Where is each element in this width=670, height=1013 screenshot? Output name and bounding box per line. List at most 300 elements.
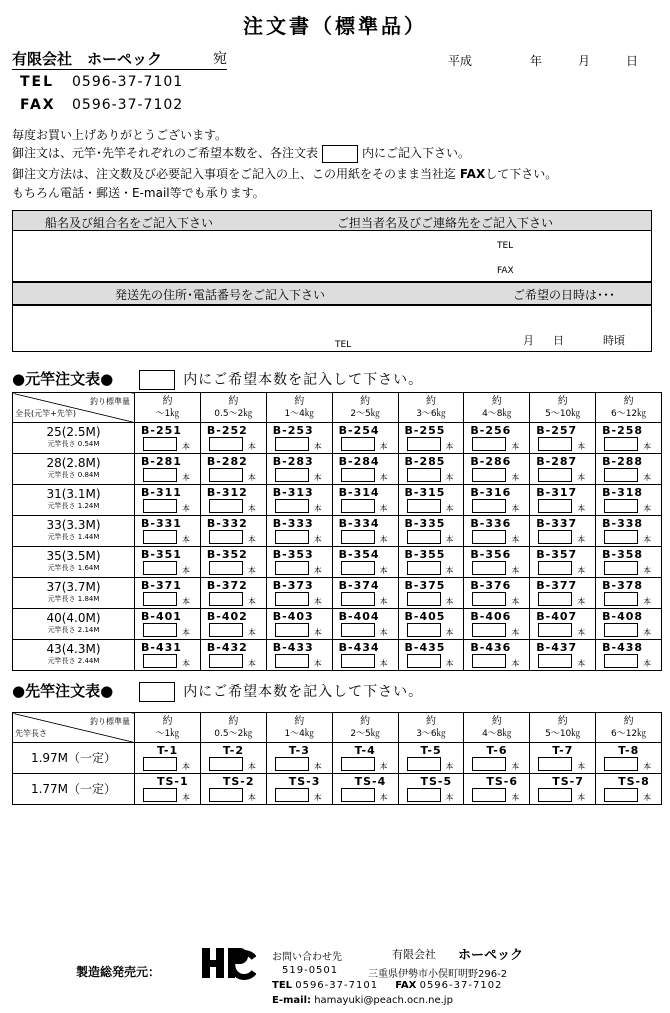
recipient xyxy=(12,48,227,70)
weight-yaku: 約 xyxy=(360,395,371,407)
recipient-company: 有限会社 ホーペック xyxy=(12,50,163,68)
quantity-input[interactable] xyxy=(143,437,177,451)
weight-header xyxy=(200,393,266,423)
unit-label: 本 xyxy=(379,473,388,482)
order-cell xyxy=(464,609,530,640)
footer-email-row xyxy=(272,995,453,1006)
order-cell-inner xyxy=(464,578,529,608)
rod-length-label: 25(2.5M) xyxy=(46,425,101,439)
order-cell-inner xyxy=(464,743,529,773)
product-code: T-1 xyxy=(157,744,179,757)
product-code: TS-1 xyxy=(157,775,189,788)
quantity-input[interactable] xyxy=(209,499,243,513)
weight-yaku: 約 xyxy=(360,715,371,727)
unit-label: 本 xyxy=(379,566,388,575)
footer-email[interactable]: hamayuki@peach.ocn.ne.jp xyxy=(314,995,453,1006)
quantity-input[interactable] xyxy=(341,561,375,575)
unit-label: 本 xyxy=(313,659,322,668)
quantity-input[interactable] xyxy=(209,530,243,544)
quantity-input[interactable] xyxy=(604,561,638,575)
order-cell-inner xyxy=(596,454,661,484)
order-cell-inner xyxy=(267,454,332,484)
quantity-input[interactable] xyxy=(604,468,638,482)
weight-yaku: 約 xyxy=(294,715,305,727)
motozao-table xyxy=(12,392,662,671)
order-cell xyxy=(200,774,266,805)
weight-header xyxy=(596,393,662,423)
order-cell-inner xyxy=(464,640,529,670)
unit-label: 本 xyxy=(445,473,454,482)
order-cell xyxy=(135,743,201,774)
unit-label: 本 xyxy=(182,762,190,771)
order-cell-inner xyxy=(135,485,200,515)
unit-label: 本 xyxy=(643,504,652,513)
order-cell-inner xyxy=(596,578,661,608)
page-title: 注文書（標準品） xyxy=(243,14,427,38)
quantity-input[interactable] xyxy=(341,788,375,802)
unit-label: 本 xyxy=(182,628,190,637)
quantity-input[interactable] xyxy=(538,788,572,802)
quantity-input[interactable] xyxy=(341,530,375,544)
unit-label: 本 xyxy=(511,628,520,637)
footer-fax: 0596-37-7102 xyxy=(419,980,503,991)
unit-label: 本 xyxy=(577,793,586,802)
order-cell xyxy=(398,423,464,454)
order-cell-inner xyxy=(267,485,332,515)
quantity-input[interactable] xyxy=(472,654,506,668)
weight-header xyxy=(530,713,596,743)
order-cell xyxy=(398,516,464,547)
order-cell xyxy=(530,609,596,640)
quantity-input[interactable] xyxy=(275,561,309,575)
quantity-input[interactable] xyxy=(341,499,375,513)
intro-line-3a: 御注文方法は、注文数及び必要記入事項をご記入の上、この用紙をそのまま当社迄 xyxy=(12,167,457,181)
form-tel-label: TEL xyxy=(497,241,514,251)
quantity-input[interactable] xyxy=(604,530,638,544)
unit-label: 本 xyxy=(379,442,388,451)
weight-header xyxy=(398,393,464,423)
sakizao-header-row xyxy=(13,713,662,743)
order-cell-inner xyxy=(135,640,200,670)
order-cell-inner xyxy=(596,485,661,515)
weight-range: 5～10㎏ xyxy=(545,728,581,739)
order-cell-inner xyxy=(201,578,266,608)
weight-range: 1～4㎏ xyxy=(284,408,314,419)
order-cell-inner xyxy=(201,485,266,515)
order-cell xyxy=(596,516,662,547)
quantity-input[interactable] xyxy=(209,592,243,606)
product-code: B-438 xyxy=(602,641,644,654)
order-cell xyxy=(200,423,266,454)
quantity-input[interactable] xyxy=(143,788,177,802)
weight-range: ～1㎏ xyxy=(155,728,180,739)
unit-label: 本 xyxy=(379,762,388,771)
quantity-input[interactable] xyxy=(538,561,572,575)
quantity-input[interactable] xyxy=(407,561,441,575)
motozao-row xyxy=(13,516,662,547)
quantity-input[interactable] xyxy=(538,499,572,513)
weight-yaku: 約 xyxy=(228,715,239,727)
quantity-input[interactable] xyxy=(143,654,177,668)
unit-label: 本 xyxy=(247,793,256,802)
product-code: B-377 xyxy=(536,579,578,592)
unit-label: 本 xyxy=(182,504,190,513)
quantity-input[interactable] xyxy=(538,623,572,637)
unit-label: 本 xyxy=(577,535,586,544)
product-code: B-254 xyxy=(338,424,380,437)
order-cell-inner xyxy=(333,640,398,670)
quantity-input[interactable] xyxy=(275,499,309,513)
order-cell xyxy=(398,774,464,805)
quantity-input[interactable] xyxy=(209,437,243,451)
quantity-input[interactable] xyxy=(143,530,177,544)
order-cell xyxy=(464,485,530,516)
unit-label: 本 xyxy=(182,535,190,544)
quantity-input[interactable] xyxy=(209,468,243,482)
motozao-corner-bottom: 全長(元竿+先竿) xyxy=(15,409,76,418)
order-cell xyxy=(135,516,201,547)
quantity-input[interactable] xyxy=(143,623,177,637)
quantity-input[interactable] xyxy=(143,757,177,771)
order-cell xyxy=(596,640,662,671)
product-code: B-313 xyxy=(272,486,314,499)
product-code: B-335 xyxy=(404,517,446,530)
quantity-input[interactable] xyxy=(538,592,572,606)
butt-length-label: 元竿長さ 1.44M xyxy=(47,533,100,541)
order-cell xyxy=(398,454,464,485)
product-code: B-355 xyxy=(404,548,446,561)
rod-length-label: 33(3.3M) xyxy=(46,518,101,532)
intro-line-2b: 内にご記入下さい。 xyxy=(362,146,471,160)
quantity-input[interactable] xyxy=(538,437,572,451)
product-code: B-312 xyxy=(206,486,248,499)
product-code: B-372 xyxy=(206,579,248,592)
quantity-input[interactable] xyxy=(604,499,638,513)
quantity-input[interactable] xyxy=(341,592,375,606)
contact-tel-label: TEL xyxy=(20,74,55,90)
order-cell xyxy=(135,423,201,454)
date-year: 年 xyxy=(530,54,543,68)
product-code: B-351 xyxy=(141,548,182,561)
customer-form xyxy=(12,210,652,282)
order-cell-inner xyxy=(530,774,595,804)
contact-fax-label: FAX xyxy=(20,97,56,113)
weight-yaku: 約 xyxy=(491,395,502,407)
unit-label: 本 xyxy=(511,659,520,668)
motozao-header-row xyxy=(13,393,662,423)
quantity-input[interactable] xyxy=(275,530,309,544)
product-code: T-8 xyxy=(618,744,640,757)
weight-yaku: 約 xyxy=(228,395,239,407)
order-cell-inner xyxy=(399,485,464,515)
product-code: B-435 xyxy=(404,641,446,654)
order-cell xyxy=(398,485,464,516)
order-cell xyxy=(266,516,332,547)
order-cell xyxy=(135,454,201,485)
rod-length xyxy=(13,516,135,547)
order-cell xyxy=(464,578,530,609)
order-cell-inner xyxy=(530,547,595,577)
quantity-input[interactable] xyxy=(143,561,177,575)
rod-length-label: 40(4.0M) xyxy=(46,611,101,625)
maker-label: 製造総発売元： xyxy=(76,965,161,979)
order-cell-inner xyxy=(399,743,464,773)
order-cell xyxy=(200,640,266,671)
order-cell xyxy=(530,578,596,609)
product-code: B-287 xyxy=(536,455,578,468)
order-cell xyxy=(464,547,530,578)
product-code: T-4 xyxy=(354,744,376,757)
product-code: TS-2 xyxy=(222,775,255,788)
order-cell-inner xyxy=(596,743,661,773)
quantity-input[interactable] xyxy=(341,623,375,637)
quantity-input[interactable] xyxy=(407,530,441,544)
unit-label: 本 xyxy=(577,473,586,482)
quantity-input[interactable] xyxy=(341,468,375,482)
quantity-input[interactable] xyxy=(538,757,572,771)
shipping-form xyxy=(12,282,652,352)
motozao-row xyxy=(13,485,662,516)
order-cell-inner xyxy=(135,423,200,453)
quantity-input[interactable] xyxy=(341,757,375,771)
unit-label: 本 xyxy=(247,473,256,482)
unit-label: 本 xyxy=(511,535,520,544)
product-code: B-406 xyxy=(470,610,512,623)
unit-label: 本 xyxy=(445,566,454,575)
product-code: B-374 xyxy=(338,579,380,592)
unit-label: 本 xyxy=(445,762,454,771)
order-cell-inner xyxy=(333,547,398,577)
order-cell-inner xyxy=(135,578,200,608)
unit-label: 本 xyxy=(313,566,322,575)
unit-label: 本 xyxy=(313,442,322,451)
quantity-input[interactable] xyxy=(209,623,243,637)
ship-name-label: 船名及び組合名をご記入下さい xyxy=(45,216,214,230)
product-code: B-403 xyxy=(272,610,314,623)
order-cell xyxy=(332,454,398,485)
rod-length-label: 1.97M（一定） xyxy=(30,751,117,765)
unit-label: 本 xyxy=(445,504,454,513)
order-cell-inner xyxy=(596,516,661,546)
weight-range: 0.5～2㎏ xyxy=(214,408,253,419)
quantity-input[interactable] xyxy=(407,623,441,637)
order-cell-inner xyxy=(464,547,529,577)
quantity-input[interactable] xyxy=(538,468,572,482)
order-cell xyxy=(530,423,596,454)
weight-yaku: 約 xyxy=(491,715,502,727)
quantity-input[interactable] xyxy=(604,788,638,802)
quantity-input[interactable] xyxy=(143,499,177,513)
product-code: B-334 xyxy=(338,517,380,530)
quantity-input[interactable] xyxy=(341,654,375,668)
footer-company-name: ホーペック xyxy=(458,948,524,963)
product-code: B-431 xyxy=(141,641,182,654)
order-cell-inner xyxy=(333,516,398,546)
product-code: B-252 xyxy=(206,424,248,437)
order-cell xyxy=(398,547,464,578)
quantity-input[interactable] xyxy=(209,654,243,668)
order-cell-inner xyxy=(399,774,464,804)
product-code: B-281 xyxy=(141,455,182,468)
quantity-input[interactable] xyxy=(143,592,177,606)
unit-label: 本 xyxy=(643,535,652,544)
order-cell-inner xyxy=(464,609,529,639)
rod-length xyxy=(13,547,135,578)
intro-line-3 xyxy=(12,165,557,182)
rod-length xyxy=(13,774,135,805)
motozao-corner xyxy=(13,393,135,423)
quantity-input[interactable] xyxy=(275,623,309,637)
motozao-row xyxy=(13,454,662,485)
order-cell xyxy=(266,774,332,805)
quantity-input[interactable] xyxy=(341,437,375,451)
product-code: B-352 xyxy=(206,548,248,561)
weight-range: 2～5㎏ xyxy=(350,408,380,419)
weight-yaku: 約 xyxy=(425,395,436,407)
order-cell xyxy=(200,547,266,578)
quantity-input[interactable] xyxy=(538,530,572,544)
order-cell xyxy=(266,640,332,671)
quantity-input[interactable] xyxy=(604,437,638,451)
order-cell-inner xyxy=(267,516,332,546)
product-code: B-333 xyxy=(272,517,314,530)
quantity-input[interactable] xyxy=(604,623,638,637)
intro-line-1: 毎度お買い上げありがとうございます。 xyxy=(12,128,228,142)
quantity-input[interactable] xyxy=(472,437,506,451)
sakizao-sample-box xyxy=(139,682,175,702)
order-cell xyxy=(332,609,398,640)
quantity-input[interactable] xyxy=(407,437,441,451)
rod-length-label: 1.77M（一定） xyxy=(30,782,117,796)
quantity-input[interactable] xyxy=(209,757,243,771)
order-cell-inner xyxy=(530,743,595,773)
footer-email-label: E-mail: xyxy=(272,995,312,1006)
unit-label: 本 xyxy=(313,473,322,482)
order-cell-inner xyxy=(333,609,398,639)
quantity-input[interactable] xyxy=(275,788,309,802)
weight-header xyxy=(266,713,332,743)
order-cell xyxy=(266,547,332,578)
quantity-input[interactable] xyxy=(472,499,506,513)
quantity-input[interactable] xyxy=(275,437,309,451)
quantity-input[interactable] xyxy=(472,623,506,637)
unit-label: 本 xyxy=(182,566,190,575)
sakizao-title-row xyxy=(12,680,423,702)
order-cell-inner xyxy=(399,578,464,608)
quantity-input[interactable] xyxy=(407,468,441,482)
shipping-form-body[interactable] xyxy=(13,305,651,351)
unit-label: 本 xyxy=(511,504,520,513)
quantity-input[interactable] xyxy=(472,530,506,544)
unit-label: 本 xyxy=(445,628,454,637)
product-code: T-3 xyxy=(288,744,310,757)
weight-header xyxy=(266,393,332,423)
order-cell xyxy=(200,743,266,774)
unit-label: 本 xyxy=(182,442,190,451)
unit-label: 本 xyxy=(445,535,454,544)
quantity-input[interactable] xyxy=(472,757,506,771)
quantity-input[interactable] xyxy=(472,561,506,575)
order-cell-inner xyxy=(267,743,332,773)
product-code: B-376 xyxy=(470,579,512,592)
quantity-input[interactable] xyxy=(604,654,638,668)
quantity-input[interactable] xyxy=(275,592,309,606)
footer-inquiry: お問い合わせ先 xyxy=(272,952,342,963)
order-cell xyxy=(596,609,662,640)
weight-range: 6～12㎏ xyxy=(610,728,647,739)
order-cell-inner xyxy=(333,578,398,608)
butt-length-label: 元竿長さ 1.64M xyxy=(47,564,100,572)
quantity-input[interactable] xyxy=(407,788,441,802)
quantity-input[interactable] xyxy=(407,499,441,513)
quantity-input[interactable] xyxy=(275,757,309,771)
sakizao-note: 内にご希望本数を記入して下さい。 xyxy=(183,684,424,700)
order-cell-inner xyxy=(530,454,595,484)
quantity-input[interactable] xyxy=(472,468,506,482)
quantity-input[interactable] xyxy=(407,592,441,606)
customer-form-body[interactable] xyxy=(13,231,651,281)
unit-label: 本 xyxy=(379,535,388,544)
order-cell-inner xyxy=(135,516,200,546)
order-cell xyxy=(530,516,596,547)
quantity-input[interactable] xyxy=(209,561,243,575)
quantity-input[interactable] xyxy=(407,654,441,668)
product-code: B-408 xyxy=(602,610,644,623)
quantity-input[interactable] xyxy=(275,654,309,668)
quantity-input[interactable] xyxy=(472,788,506,802)
unit-label: 本 xyxy=(577,597,586,606)
product-code: B-353 xyxy=(272,548,314,561)
order-cell xyxy=(135,640,201,671)
order-cell xyxy=(398,609,464,640)
order-cell xyxy=(200,609,266,640)
order-cell xyxy=(464,640,530,671)
contact-fax xyxy=(20,97,183,113)
product-code: TS-5 xyxy=(420,775,453,788)
order-cell xyxy=(332,743,398,774)
unit-label: 本 xyxy=(445,659,454,668)
product-code: B-336 xyxy=(470,517,512,530)
quantity-input[interactable] xyxy=(275,468,309,482)
order-cell-inner xyxy=(201,743,266,773)
product-code: TS-7 xyxy=(552,775,584,788)
quantity-input[interactable] xyxy=(209,788,243,802)
quantity-input[interactable] xyxy=(472,592,506,606)
order-cell xyxy=(464,743,530,774)
order-cell-inner xyxy=(333,485,398,515)
order-cell xyxy=(135,485,201,516)
order-cell-inner xyxy=(399,640,464,670)
order-cell xyxy=(464,516,530,547)
product-code: B-338 xyxy=(602,517,644,530)
weight-header xyxy=(135,393,201,423)
quantity-input[interactable] xyxy=(538,654,572,668)
order-cell xyxy=(596,743,662,774)
weight-range: 3～6㎏ xyxy=(416,728,446,739)
unit-label: 本 xyxy=(247,566,256,575)
quantity-input[interactable] xyxy=(604,592,638,606)
quantity-input[interactable] xyxy=(143,468,177,482)
quantity-input[interactable] xyxy=(407,757,441,771)
unit-label: 本 xyxy=(643,473,652,482)
sakizao-row xyxy=(13,774,662,805)
motozao-title-row xyxy=(12,368,423,390)
order-cell-inner xyxy=(399,609,464,639)
product-code: B-286 xyxy=(470,455,512,468)
weight-yaku: 約 xyxy=(557,715,568,727)
quantity-input[interactable] xyxy=(604,757,638,771)
product-code: TS-6 xyxy=(486,775,519,788)
